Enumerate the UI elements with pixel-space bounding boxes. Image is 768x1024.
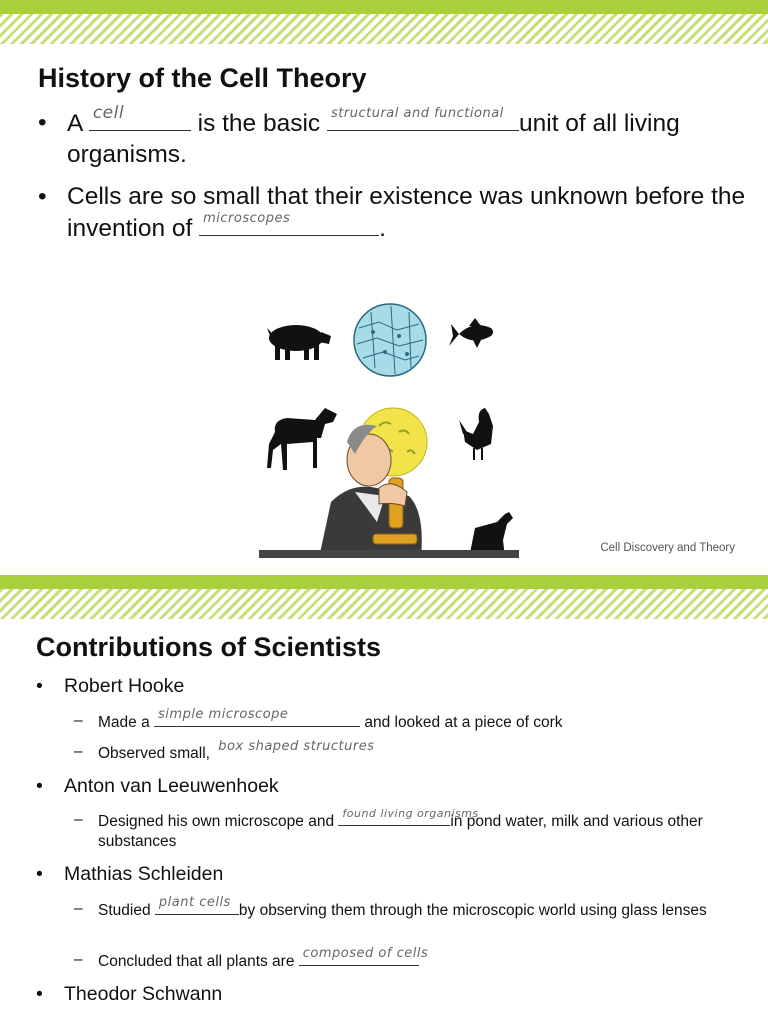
bullet-text: is the basic	[197, 110, 321, 137]
bullet-text: A	[67, 110, 82, 137]
handwritten-answer: microscopes	[203, 211, 291, 226]
header-bar	[0, 575, 768, 589]
header-hatch	[0, 14, 768, 44]
handwritten-answer: cell	[92, 103, 125, 123]
point-text: Observed small,	[98, 745, 210, 762]
bullet-dot: •	[38, 183, 47, 210]
handwritten-answer: structural and functional	[331, 106, 504, 121]
bullet-dot: •	[38, 109, 47, 136]
fill-blank	[155, 895, 239, 915]
fill-blank	[327, 107, 519, 131]
handwritten-answer: composed of cells	[302, 946, 429, 961]
fish-silhouette	[449, 318, 493, 348]
fill-blank	[199, 212, 379, 236]
fill-blank	[214, 739, 382, 758]
point-text: Designed his own microscope and	[98, 813, 335, 830]
fill-blank	[338, 807, 479, 826]
slide-contributions-of-scientists	[0, 575, 768, 1024]
pig-silhouette	[267, 325, 331, 360]
fill-blank	[89, 103, 191, 131]
bullet-text: .	[379, 215, 386, 242]
rooster-silhouette	[459, 408, 493, 460]
handwritten-answer: simple microscope	[158, 707, 289, 722]
slide-caption: Cell Discovery and Theory	[600, 542, 735, 554]
handwritten-answer: plant cells	[158, 895, 231, 910]
point-text: by observing them through the microscopic world using glass lenses	[238, 902, 707, 919]
header-bar	[0, 0, 768, 14]
bullet-text: unit of all living organisms.	[67, 110, 680, 168]
horse-silhouette	[267, 408, 337, 470]
point-text: in pond water, milk and various other substances	[98, 813, 703, 850]
scientist-name: Robert Hooke	[64, 675, 185, 697]
scientist-name: Theodor Schwann	[64, 983, 223, 1005]
bullet-dot: •	[36, 675, 43, 697]
cell-tissue-circle	[354, 304, 426, 376]
point-text: Concluded that all plants are	[98, 953, 295, 970]
bullet-dot: •	[36, 983, 43, 1005]
sub-dash: –	[74, 712, 83, 729]
fill-blank	[154, 707, 360, 727]
scientist-figure	[319, 408, 427, 558]
handwritten-answer: box shaped structures	[218, 739, 375, 754]
fill-blank	[299, 946, 429, 966]
sub-dash: –	[74, 951, 83, 968]
handwritten-answer: found living organisms	[342, 807, 479, 820]
scientist-name: Anton van Leeuwenhoek	[64, 775, 279, 797]
slide-title: History of the Cell Theory	[38, 63, 367, 93]
slide-title: Contributions of Scientists	[36, 632, 382, 662]
scientist-name: Mathias Schleiden	[64, 863, 224, 885]
sub-dash: –	[74, 900, 83, 917]
bullet-dot: •	[36, 775, 43, 797]
bullet-dot: •	[36, 863, 43, 885]
scientist-microscope-illustration	[259, 292, 519, 558]
sub-dash: –	[74, 743, 83, 760]
point-text: Studied	[98, 902, 151, 919]
bullet-text: Cells are so small that their existence was unknown before the invention of	[67, 183, 746, 242]
point-text: Made a	[98, 714, 150, 731]
table-edge	[259, 550, 519, 558]
point-text: and looked at a piece of cork	[364, 714, 563, 731]
header-hatch	[0, 589, 768, 619]
sub-dash: –	[74, 811, 83, 828]
